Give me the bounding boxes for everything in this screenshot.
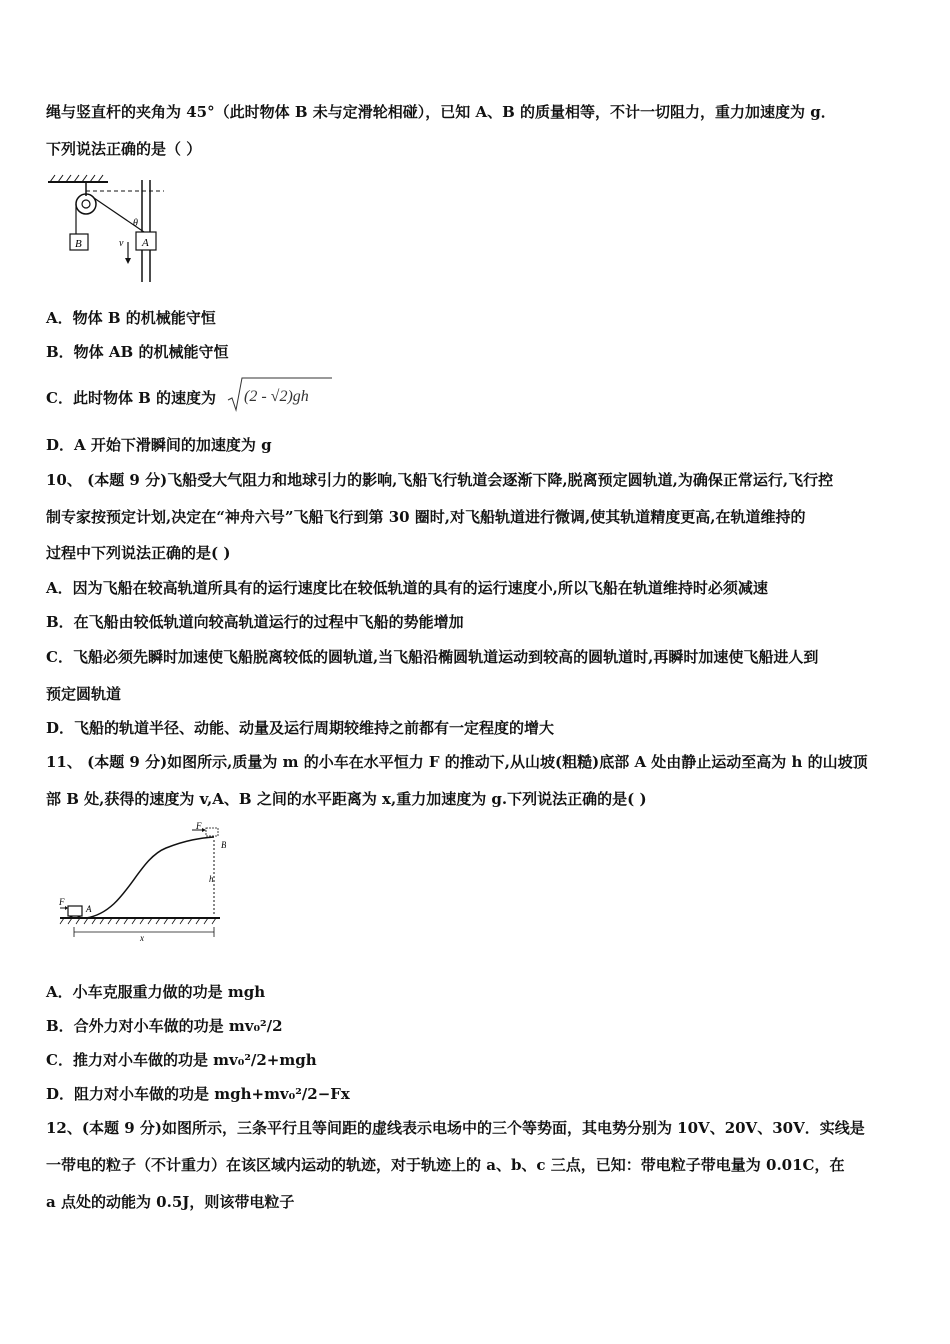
q10-option-d: D．飞船的轨道半径、动能、动量及运行周期较维持之前都有一定程度的增大 <box>46 719 555 737</box>
theta-label: θ <box>133 218 138 229</box>
point-b-label: B <box>221 840 226 850</box>
q9-option-d: D．A 开始下滑瞬间的加速度为 g <box>46 436 272 454</box>
velocity-arrowhead <box>125 258 131 264</box>
pulley-wheel <box>76 194 96 214</box>
q9-option-b: B．物体 AB 的机械能守恒 <box>46 343 229 361</box>
q10-text-line-2: 制专家按预定计划,决定在“神舟六号”飞船飞行到第 30 圈时,对飞船轨道进行微调,使其轨道精度更高,在轨道维持的 <box>46 508 806 526</box>
pulley-axle <box>82 200 90 208</box>
q12-text-line-1: 12、(本题 9 分)如图所示，三条平行且等间距的虚线表示电场中的三个等势面，其电势分别为 10V、20V、30V．实线是 <box>46 1119 865 1137</box>
cart-at-a <box>68 906 82 916</box>
q10-option-a: A．因为飞船在较高轨道所具有的运行速度比在较低轨道的具有的运行速度小,所以飞船在轨道维持时必须减速 <box>46 579 768 597</box>
block-a-label: A <box>142 237 149 249</box>
slope-curve <box>86 837 214 918</box>
q9-option-a: A．物体 B 的机械能守恒 <box>46 309 216 327</box>
q10-text-line-3: 过程中下列说法正确的是( ) <box>46 544 231 562</box>
q10-option-c-line-1: C．飞船必须先瞬时加速使飞船脱离较低的圆轨道,当飞船沿椭圆轨道运动到较高的圆轨道时,再瞬时加速使飞船进人到 <box>46 648 819 666</box>
q9-option-c: C．此时物体 B 的速度为 <box>46 389 217 407</box>
distance-label: x <box>140 933 144 942</box>
q12-text-line-2: 一带电的粒子（不计重力）在该区域内运动的轨迹，对于轨迹上的 a、b、c 三点，已知：带电粒子带电量为 0.01C，在 <box>46 1156 845 1174</box>
q11-option-d: D．阻力对小车做的功是 mgh+mv₀²/2−Fx <box>46 1085 350 1103</box>
point-a-label: A <box>86 904 92 914</box>
q9-pulley-figure <box>46 172 166 284</box>
cart-at-b <box>206 828 218 836</box>
q10-text-line-1: 10、 (本题 9 分)飞船受大气阻力和地球引力的影响,飞船飞行轨道会逐渐下降,脱离预定圆轨道,为确保正常运行,飞行控 <box>46 471 834 489</box>
cart-wheel-right <box>78 916 81 919</box>
q9-text-line-1: 绳与竖直杆的夹角为 45°（此时物体 B 未与定滑轮相碰），已知 A、B 的质量相等，不计一切阻力，重力加速度为 g． <box>46 103 836 121</box>
block-b-label: B <box>75 238 82 250</box>
force-label-bottom: F <box>59 897 65 907</box>
q12-text-line-3: a 点处的动能为 0.5J，则该带电粒子 <box>46 1193 295 1211</box>
q11-slope-figure <box>56 820 226 942</box>
q11-text-line-1: 11、 (本题 9 分)如图所示,质量为 m 的小车在水平恒力 F 的推动下,从山坡(粗糙)底部 A 处由静止运动至高为 h 的山坡顶 <box>46 753 868 771</box>
q10-option-c-line-2: 预定圆轨道 <box>46 685 122 703</box>
ceiling-hatching <box>50 175 103 182</box>
q11-text-line-2: 部 B 处,获得的速度为 v,A、B 之间的水平距离为 x,重力加速度为 g.下列说法正确的是( ) <box>46 790 647 808</box>
q11-option-b: B．合外力对小车做的功是 mv₀²/2 <box>46 1017 283 1035</box>
q9-option-c-formula <box>226 374 336 414</box>
q9-text-line-2: 下列说法正确的是（ ） <box>46 140 202 158</box>
formula-text: (2 - √2)gh <box>244 388 309 405</box>
height-label: h <box>209 874 214 884</box>
q11-option-c: C．推力对小车做的功是 mv₀²/2+mgh <box>46 1051 317 1069</box>
q11-option-a: A．小车克服重力做的功是 mgh <box>46 983 266 1001</box>
force-label-top: F <box>196 821 202 831</box>
q10-option-b: B．在飞船由较低轨道向较高轨道运行的过程中飞船的势能增加 <box>46 613 464 631</box>
cart-wheel-left <box>70 916 73 919</box>
velocity-label: v <box>119 238 124 249</box>
force-arrowhead-top <box>202 828 206 832</box>
